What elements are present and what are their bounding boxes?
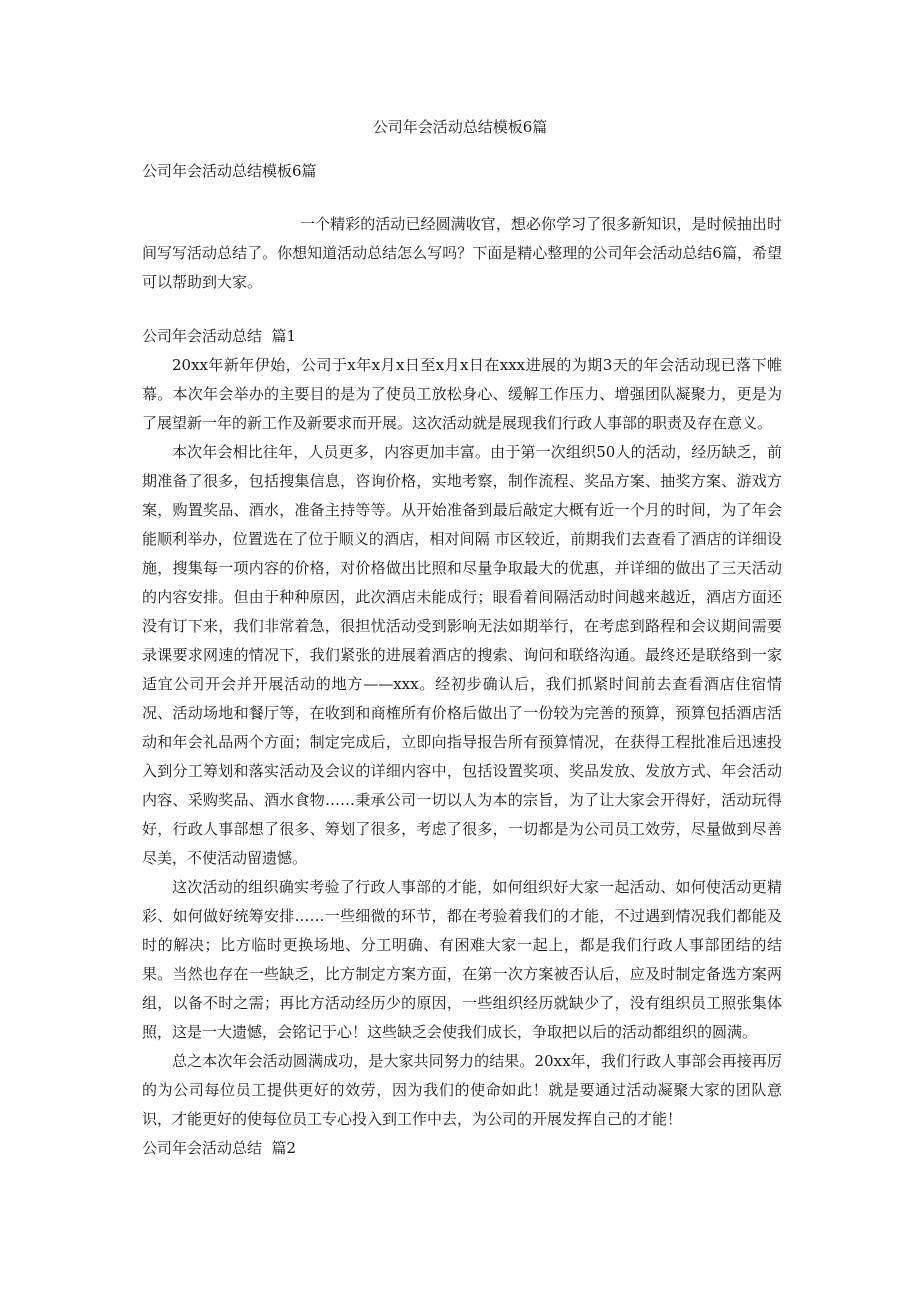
document-subtitle: 公司年会活动总结模板6篇 — [142, 162, 317, 180]
section1-paragraph-4: 总之本次年会活动圆满成功，是大家共同努力的结果。20xx年，我们行政人事部会再接再厉的为公司每位员工提供更好的效劳，因为我们的使命如此！就是要通过活动凝聚大家的团队意识，才能更好的使每位员工专心投入到工作中去，为公司的开展发挥自己的才能！ — [142, 1052, 782, 1128]
section-heading-1: 公司年会活动总结 篇1 — [142, 327, 297, 345]
section1-paragraph-3: 这次活动的组织确实考验了行政人事部的才能，如何组织好大家一起活动、如何使活动更精彩、如何做好统筹安排……一些细微的环节，都在考验着我们的才能，不过遇到情况我们都能及时的解决；比方临时更换场地、分工明确、有困难大家一起上，都是我们行政人事部团结的结果。当然也存在一些缺乏，比方制定方案方面，在第一次方案被否认后，应及时制定备选方案两组，以备不时之需；再比方活动经历少的原因，一些组织经历就缺少了，没有组织员工照张集体照，这是一大遗憾，会铭记于心！这些缺乏会使我们成长，争取把以后的活动都组织的圆满。 — [142, 878, 782, 1041]
section-heading-2: 公司年会活动总结 篇2 — [142, 1139, 297, 1157]
document-title: 公司年会活动总结模板6篇 — [372, 118, 548, 136]
section1-paragraph-2: 本次年会相比往年，人员更多，内容更加丰富。由于第一次组织50人的活动，经历缺乏，前期准备了很多，包括搜集信息，咨询价格，实地考察，制作流程、奖品方案、抽奖方案、游戏方案，购置奖品、酒水，准备主持等等。从开始准备到最后敲定大概有近一个月的时间，为了年会能顺利举办，位置选在了位于顺义的酒店，相对间隔 市区较近，前期我们去查看了酒店的详细设施，搜集每一项内容的价格，对价格做出比照和尽量争取最大的优惠，并详细的做出了三天活动的内容安排。但由于种种原因，此次酒店未能成行；眼看着间隔活动时间越来越近，酒店方面还没有订下来，我们非常着急，很担忧活动受到影响无法如期举行，在考虑到路程和会议期间需要录课要求网速的情况下，我们紧张的进展着酒店的搜索、询问和联络沟通。最终还是联络到一家适宜公司开会并开展活动的地方——xxx。经初步确认后，我们抓紧时间前去查看酒店住宿情况、活动场地和餐厅等，在收到和商榷所有价格后做出了一份较为完善的预算，预算包括酒店活动和年会礼品两个方面；制定完成后，立即向指导报告所有预算情况，在获得工程批准后迅速投入到分工筹划和落实活动及会议的详细内容中，包括设置奖项、奖品发放、发放方式、年会活动内容、采购奖品、酒水食物……秉承公司一切以人为本的宗旨，为了让大家会开得好，活动玩得好，行政人事部想了很多、筹划了很多，考虑了很多，一切都是为公司员工效劳，尽量做到尽善尽美，不使活动留遗憾。 — [142, 443, 782, 867]
document-body — [142, 322, 782, 1163]
section1-paragraph-1: 20xx年新年伊始，公司于x年x月x日至x月x日在xxx进展的为期3天的年会活动现已落下帷幕。本次年会举办的主要目的是为了使员工放松身心、缓解工作压力、增强团队凝聚力，更是为了展望新一年的新工作及新要求而开展。这次活动就是展现我们行政人事部的职责及存在意义。 — [142, 356, 782, 432]
intro-paragraph: 一个精彩的活动已经圆满收官，想必你学习了很多新知识，是时候抽出时间写写活动总结了。你想知道活动总结怎么写吗？下面是精心整理的公司年会活动总结6篇，希望可以帮助到大家。 — [142, 215, 782, 291]
